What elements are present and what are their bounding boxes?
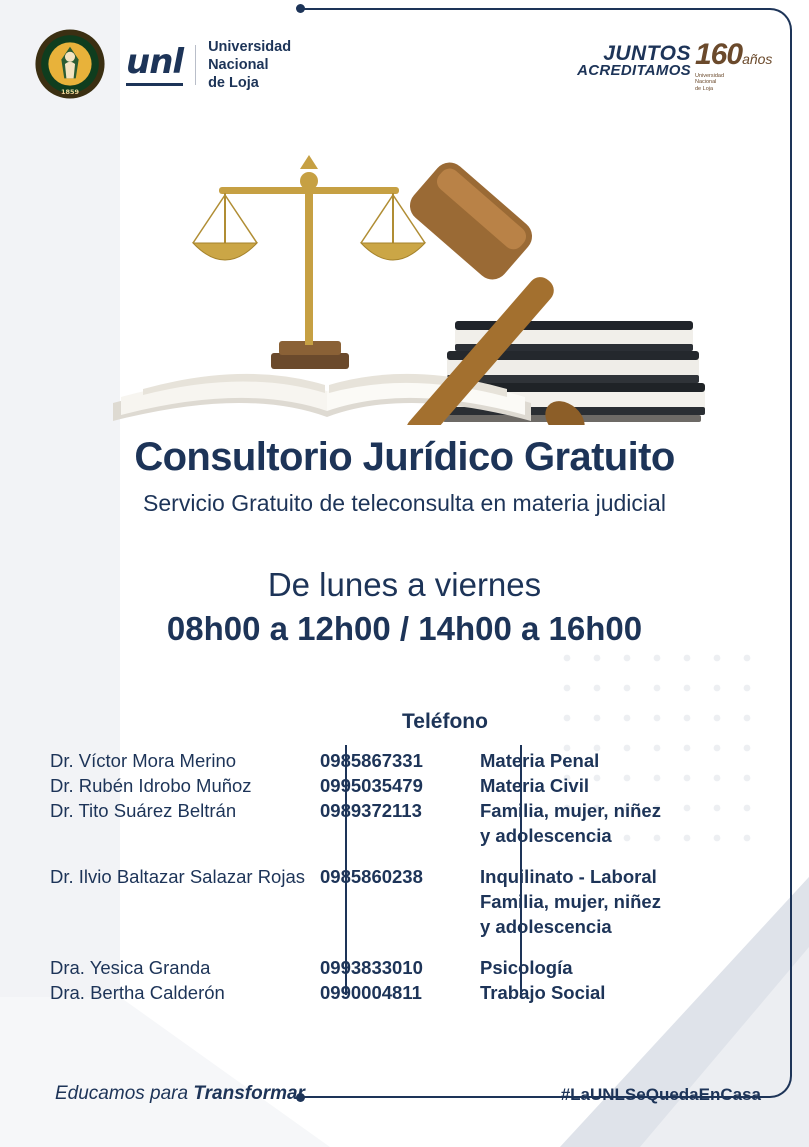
- table-row-continuation: [0, 823, 809, 848]
- contact-name: Dra. Bertha Calderón: [50, 982, 225, 1003]
- contact-name: Dr. Tito Suárez Beltrán: [50, 800, 237, 821]
- svg-text:1859: 1859: [60, 88, 80, 97]
- university-seal-icon: [34, 28, 106, 100]
- table-row: [0, 955, 809, 980]
- anniversary-sub2: Nacional: [695, 79, 717, 86]
- contact-matter: Materia Penal: [480, 750, 600, 771]
- footer-slogan: [55, 1083, 305, 1105]
- campaign-line2: ACREDITAMOS: [577, 61, 691, 79]
- schedule-days: De lunes a viernes: [267, 566, 542, 603]
- footer-hashtag: #LaUNLSeQuedaEnCasa: [560, 1085, 761, 1104]
- contact-matter: Psicología: [480, 957, 573, 978]
- table-row: [0, 773, 809, 798]
- contact-name: Dr. Rubén Idrobo Muñoz: [50, 775, 252, 796]
- schedule-hours: 08h00 a 12h00 / 14h00 a 16h00: [166, 610, 643, 647]
- contact-name: Dra. Yesica Granda: [50, 957, 211, 978]
- phone-column-header: Teléfono: [402, 710, 488, 733]
- contact-matter: Materia Civil: [480, 775, 589, 796]
- table-row-continuation: [0, 914, 809, 939]
- contact-phone[interactable]: 0989372113: [320, 800, 422, 821]
- contact-matter: Familia, mujer, niñez: [480, 800, 661, 821]
- row-spacer: [0, 848, 809, 864]
- anniversary-subtext: [695, 73, 767, 92]
- anniversary-badge: [695, 38, 773, 92]
- table-row: [0, 798, 809, 823]
- footer-slogan-light: Educamos para: [55, 1083, 194, 1104]
- contact-phone[interactable]: 0990004811: [320, 982, 422, 1003]
- footer: [0, 1027, 809, 1147]
- anniversary-word: años: [742, 51, 773, 67]
- contact-matter: y adolescencia: [480, 825, 612, 846]
- contact-phone[interactable]: 0993833010: [320, 957, 423, 978]
- page-subtitle: Servicio Gratuito de teleconsulta en materia judicial: [143, 490, 666, 516]
- contact-matter: y adolescencia: [480, 916, 612, 937]
- university-name-line1: Universidad: [208, 39, 292, 55]
- table-row: [0, 748, 809, 773]
- campaign-line1: JUNTOS: [603, 42, 691, 65]
- contact-phone[interactable]: 0985860238: [320, 866, 423, 887]
- unl-wordmark: [126, 38, 291, 92]
- contact-matter: Familia, mujer, niñez: [480, 891, 661, 912]
- table-row: [0, 980, 809, 1005]
- university-name-line2: Nacional: [208, 57, 269, 74]
- row-spacer: [0, 939, 809, 955]
- header: [0, 0, 809, 118]
- contact-phone[interactable]: 0995035479: [320, 775, 423, 796]
- university-name: [208, 38, 291, 92]
- justice-illustration: [95, 135, 715, 425]
- table-row-continuation: [0, 889, 809, 914]
- unl-logo-text: unl: [126, 45, 183, 86]
- anniversary-sub1: Universidad: [695, 73, 725, 79]
- footer-slogan-bold: Transformar: [193, 1083, 305, 1104]
- contact-name: Dr. Ilvio Baltazar Salazar Rojas: [50, 866, 305, 887]
- contact-matter: Inquilinato - Laboral: [480, 866, 657, 887]
- campaign-lockup: [577, 44, 691, 78]
- wordmark-divider: [195, 45, 196, 85]
- contact-name: Dr. Víctor Mora Merino: [50, 750, 237, 771]
- university-name-line3: de Loja: [208, 75, 259, 92]
- contact-phone[interactable]: 0985867331: [320, 750, 423, 771]
- anniversary-number: 160: [695, 38, 743, 71]
- contacts-table: [0, 748, 809, 1005]
- page-title: Consultorio Jurídico Gratuito: [134, 435, 675, 479]
- anniversary-sub3: de Loja: [695, 85, 714, 92]
- contact-matter: Trabajo Social: [480, 982, 606, 1003]
- table-row: [0, 864, 809, 889]
